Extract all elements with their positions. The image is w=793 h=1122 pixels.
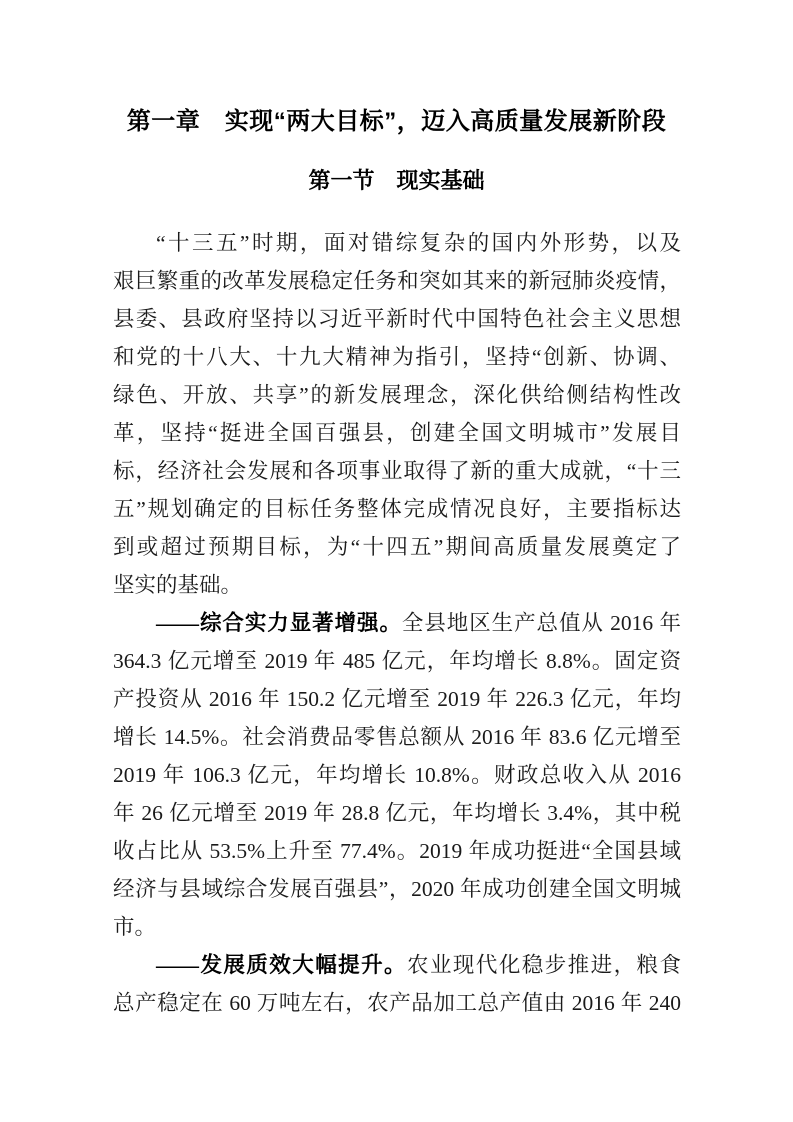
body-text: 市。: [113, 915, 157, 939]
body-text: 到或超过预期目标，为“十四五”期间高质量发展奠定了: [113, 535, 681, 559]
body-text: 收占比从 53.5%上升至 77.4%。2019 年成功挺进“全国县域: [113, 839, 681, 863]
body-line: [113, 528, 681, 566]
document-body: [0, 224, 793, 1022]
body-text: 全县地区生产总值从 2016 年: [401, 611, 681, 635]
paragraph: [113, 946, 681, 1022]
body-text: 年 26 亿元增至 2019 年 28.8 亿元，年均增长 3.4%，其中税: [113, 801, 681, 825]
body-text: 364.3 亿元增至 2019 年 485 亿元，年均增长 8.8%。固定资: [113, 649, 681, 673]
body-line: [113, 680, 681, 718]
body-text: 五”规划确定的目标任务整体完成情况良好，主要指标达: [113, 497, 681, 521]
body-text: 和党的十八大、十九大精神为指引，坚持“创新、协调、: [113, 345, 681, 369]
body-line: [113, 984, 681, 1022]
body-text: 农业现代化稳步推进，粮食: [407, 953, 681, 977]
body-line: [113, 870, 681, 908]
body-line: [113, 718, 681, 756]
body-text: 县委、县政府坚持以习近平新时代中国特色社会主义思想: [113, 307, 681, 331]
body-text: 2019 年 106.3 亿元，年均增长 10.8%。财政总收入从 2016: [113, 763, 681, 787]
body-text: 经济与县域综合发展百强县”，2020 年成功创建全国文明城: [113, 877, 681, 901]
chapter-title: 第一章 实现“两大目标”，迈入高质量发展新阶段: [126, 108, 667, 135]
paragraph-lead-bold: ——综合实力显著增强。: [156, 611, 402, 635]
body-line: [113, 338, 681, 376]
body-line: [113, 604, 681, 642]
body-text: 标，经济社会发展和各项事业取得了新的重大成就，“十三: [113, 459, 681, 483]
body-text: 增长 14.5%。社会消费品零售总额从 2016 年 83.6 亿元增至: [113, 725, 681, 749]
paragraph: [113, 604, 681, 946]
section-title: 第一节 现实基础: [308, 168, 485, 193]
body-text: 革，坚持“挺进全国百强县，创建全国文明城市”发展目: [113, 421, 681, 445]
body-line: [113, 262, 681, 300]
body-text: 艰巨繁重的改革发展稳定任务和突如其来的新冠肺炎疫情，: [113, 269, 681, 293]
body-line: [113, 224, 681, 262]
body-text: 绿色、开放、共享”的新发展理念，深化供给侧结构性改: [113, 383, 681, 407]
body-line: [113, 452, 681, 490]
body-text: 坚实的基础。: [113, 573, 243, 597]
body-line: [113, 414, 681, 452]
body-line: [113, 566, 681, 604]
body-text: 产投资从 2016 年 150.2 亿元增至 2019 年 226.3 亿元，年均: [113, 687, 681, 711]
body-line: [113, 832, 681, 870]
body-line: [113, 376, 681, 414]
body-line: [113, 908, 681, 946]
body-line: [113, 490, 681, 528]
body-line: [113, 300, 681, 338]
body-line: [113, 794, 681, 832]
body-line: [113, 642, 681, 680]
paragraph: [113, 224, 681, 604]
body-line: [113, 756, 681, 794]
body-text: 总产稳定在 60 万吨左右，农产品加工总产值由 2016 年 240: [113, 991, 681, 1015]
body-text: “十三五”时期，面对错综复杂的国内外形势，以及: [156, 231, 681, 255]
paragraph-lead-bold: ——发展质效大幅提升。: [156, 953, 408, 977]
body-line: [113, 946, 681, 984]
